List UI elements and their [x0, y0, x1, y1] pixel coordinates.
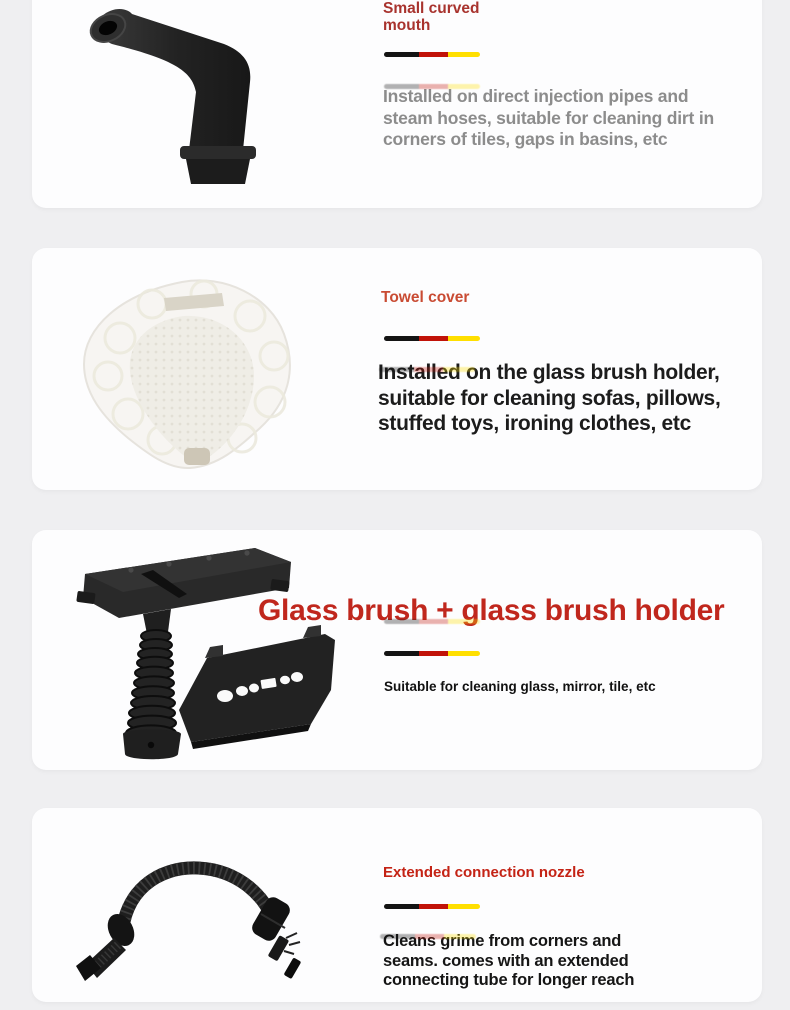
divider-yellow-segment — [448, 651, 480, 656]
product-image-curved-nozzle — [72, 0, 372, 185]
product-card-glass-brush — [32, 530, 762, 770]
divider-yellow-segment — [448, 904, 480, 909]
divider-red-segment — [419, 904, 449, 909]
divider-reflection — [384, 619, 480, 624]
card-description: Suitable for cleaning glass, mirror, tile, etc — [384, 679, 656, 694]
product-card-towel-cover — [32, 248, 762, 490]
card-title: Glass brush + glass brush holder — [258, 594, 725, 627]
divider-red-segment — [419, 651, 449, 656]
divider-red-segment — [419, 336, 449, 341]
card-description: Installed on the glass brush holder, suitable for cleaning sofas, pillows, stuffed toys, ironing clothes, etc — [378, 361, 721, 435]
divider-yellow-segment — [448, 52, 480, 57]
divider-black-segment — [384, 336, 419, 341]
divider-reflection — [380, 934, 476, 939]
tricolor-divider — [384, 651, 480, 656]
card-title: Extended connection nozzle — [383, 864, 585, 881]
divider-black-segment — [384, 904, 419, 909]
divider-black-segment — [384, 52, 419, 57]
divider-red-segment — [419, 52, 449, 57]
divider-black-segment — [384, 651, 419, 656]
card-title: Towel cover — [381, 289, 470, 306]
tricolor-divider — [384, 336, 480, 341]
divider-yellow-segment — [448, 336, 480, 341]
product-image-extension-hose — [62, 838, 332, 988]
card-description: Installed on direct injection pipes and steam hoses, suitable for cleaning dirt in corners of tiles, gaps in basins, etc — [383, 86, 714, 149]
product-card-extended-connection-nozzle — [32, 808, 762, 1002]
product-image-towel-cover — [72, 268, 312, 476]
divider-reflection — [384, 84, 480, 89]
product-card-small-curved-mouth — [32, 0, 762, 208]
product-image-glass-brush-and-holder — [57, 538, 367, 762]
card-title: Small curved mouth — [383, 0, 480, 34]
tricolor-divider — [384, 52, 480, 57]
divider-reflection — [379, 367, 475, 372]
card-description: Cleans grime from corners and seams. comes with an extended connecting tube for longer reach — [383, 932, 635, 989]
tricolor-divider — [384, 904, 480, 909]
